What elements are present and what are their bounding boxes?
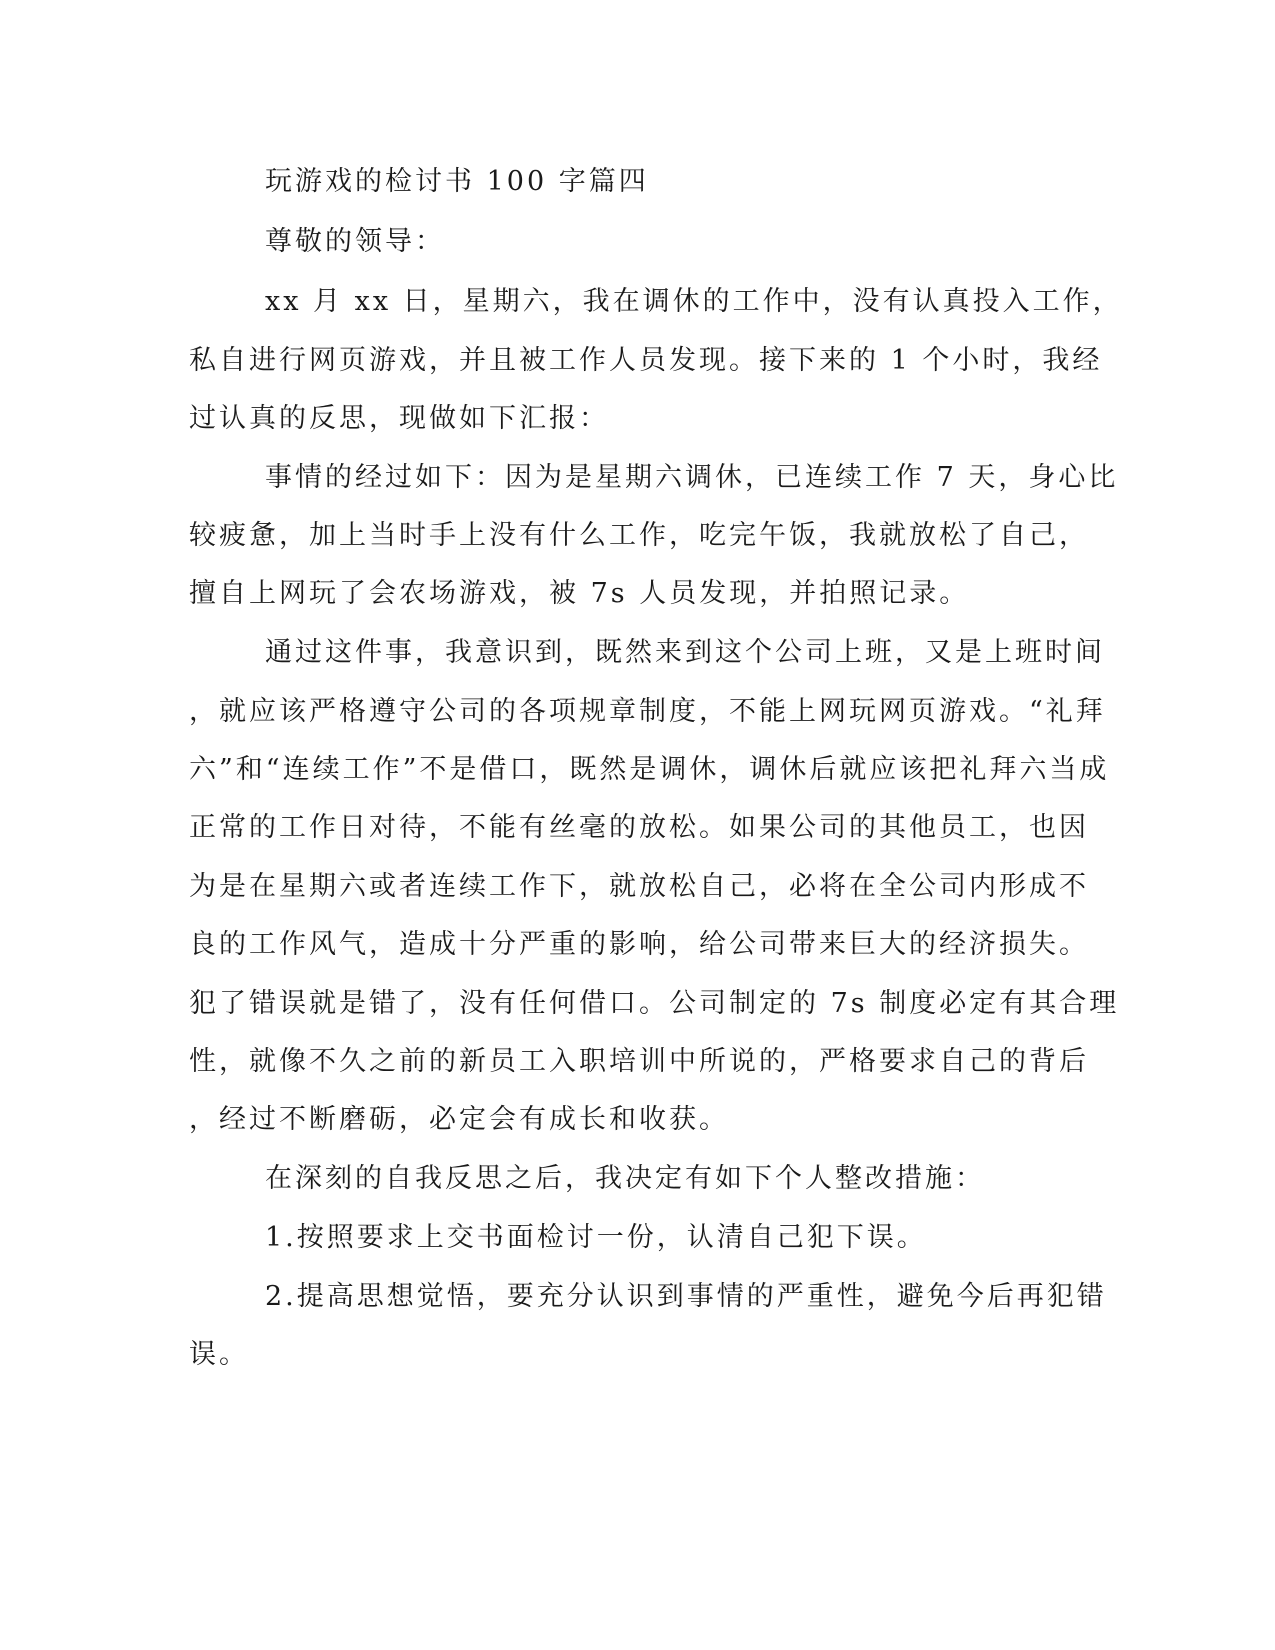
salutation: 尊敬的领导： xyxy=(265,226,445,257)
paragraph-line: 过认真的反思，现做如下汇报： xyxy=(189,403,609,434)
paragraph-line: ，就应该严格遵守公司的各项规章制度，不能上网玩网页游戏。“礼拜 xyxy=(189,696,1106,727)
paragraph-line: 擅自上网玩了会农场游戏，被 7s 人员发现，并拍照记录。 xyxy=(189,578,970,609)
paragraph-line: 犯了错误就是错了，没有任何借口。公司制定的 7s 制度必定有其合理 xyxy=(189,988,1120,1019)
paragraph-line: 误。 xyxy=(189,1339,249,1370)
paragraph-line: xx 月 xx 日，星期六，我在调休的工作中，没有认真投入工作， xyxy=(265,286,1123,317)
paragraph-line: 较疲惫，加上当时手上没有什么工作，吃完午饭，我就放松了自己， xyxy=(189,520,1089,551)
paragraph-line: 私自进行网页游戏，并且被工作人员发现。接下来的 1 个小时，我经 xyxy=(189,345,1103,376)
document-title: 玩游戏的检讨书 100 字篇四 xyxy=(265,166,649,197)
paragraph-line: 通过这件事，我意识到，既然来到这个公司上班，又是上班时间 xyxy=(265,637,1105,668)
paragraph-line: 性，就像不久之前的新员工入职培训中所说的，严格要求自己的背后 xyxy=(189,1046,1089,1077)
paragraph-line: ，经过不断磨砺，必定会有成长和收获。 xyxy=(189,1104,729,1135)
paragraph-line: 六”和“连续工作”不是借口，既然是调休，调休后就应该把礼拜六当成 xyxy=(189,754,1110,785)
paragraph-line: 正常的工作日对待，不能有丝毫的放松。如果公司的其他员工，也因 xyxy=(189,812,1089,843)
list-item: 2.提高思想觉悟，要充分认识到事情的严重性，避免今后再犯错 xyxy=(265,1281,1107,1312)
list-item: 1.按照要求上交书面检讨一份，认清自己犯下误。 xyxy=(265,1222,927,1253)
paragraph-line: 在深刻的自我反思之后，我决定有如下个人整改措施： xyxy=(265,1163,985,1194)
paragraph-line: 良的工作风气，造成十分严重的影响，给公司带来巨大的经济损失。 xyxy=(189,929,1089,960)
paragraph-line: 为是在星期六或者连续工作下，就放松自己，必将在全公司内形成不 xyxy=(189,871,1089,902)
paragraph-line: 事情的经过如下：因为是星期六调休，已连续工作 7 天，身心比 xyxy=(265,462,1119,493)
